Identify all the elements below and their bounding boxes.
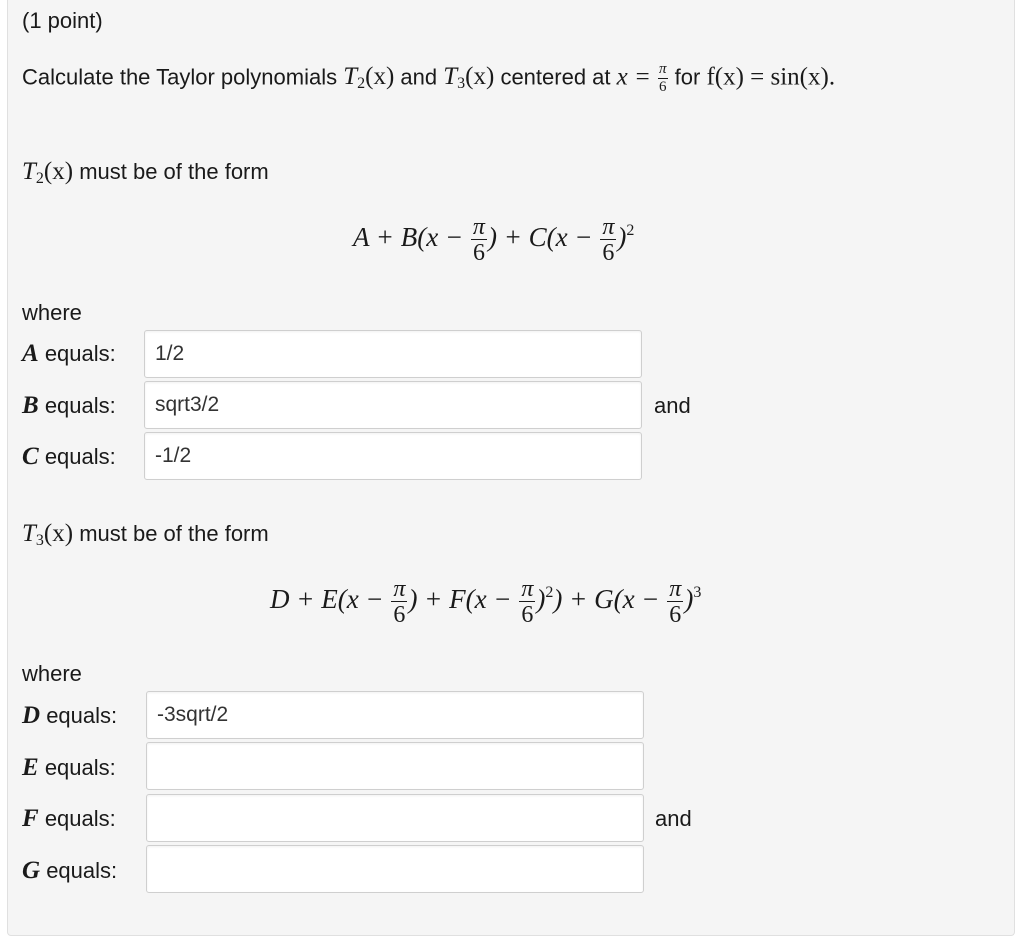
t2-heading-symbol: $T_2(x)$ [22,158,74,187]
t2-and-label: and [654,393,691,418]
field-c-input[interactable] [144,432,642,480]
field-a-input[interactable] [144,330,642,378]
field-g-label: G equals: [22,857,118,884]
t2-form-heading [22,158,269,186]
problem-panel [7,0,1015,936]
t3-symbol: $T_3(x)$ [443,63,495,93]
field-a-label: A equals: [22,340,116,367]
field-b-input[interactable] [144,381,642,429]
intro-and: and [400,64,438,90]
t2-form-text: must be of the form [79,159,269,184]
pi-over-six: $\frac{\pi}{6}$ [602,214,615,266]
field-e-label: E equals: [22,754,116,781]
problem-statement [22,62,835,95]
t3-form-text: must be of the form [79,521,269,546]
field-d-input[interactable] [146,691,644,739]
field-b-label: B equals: [22,392,116,419]
pi-over-six: $\frac{\pi}{6}$ [472,214,485,266]
t3-heading-symbol: $T_3(x)$ [22,520,74,549]
field-f-label: F equals: [22,805,116,832]
intro-for: for [674,64,701,90]
x-equals: x = [616,63,651,91]
field-c-label: C equals: [22,443,116,470]
intro-centered: centered at [500,64,611,90]
pi-over-six: $\frac{\pi}{6}$ [393,576,406,628]
field-f-input[interactable] [146,794,644,842]
t2-symbol: $T_2(x)$ [343,63,395,93]
t2-where: where [22,300,82,325]
pi-over-six: $\frac{\pi}{6}$ [669,576,682,628]
t3-formula: D + E(x − $\frac{\pi}{6}$ ) + F(x − $\frac{\pi}{6}$ )$^2$) + G(x − $\frac{\pi}{6}$ )$^3$ [270,576,702,628]
pi-over-six: $\frac{\pi}{6}$ [658,61,667,95]
field-g-input[interactable] [146,845,644,893]
t3-and-label: and [655,806,692,831]
points-label: (1 point) [22,8,103,33]
intro-prefix: Calculate the Taylor polynomials [22,64,338,90]
field-d-label: D equals: [22,702,118,729]
t3-where: where [22,661,82,686]
field-e-input[interactable] [146,742,644,790]
t3-form-heading [22,520,269,548]
function-def: f(x) = sin(x). [706,63,836,91]
pi-over-six: $\frac{\pi}{6}$ [521,576,534,628]
t2-formula: A + B(x − $\frac{\pi}{6}$ ) + C(x − $\frac{\pi}{6}$ )$^2$ [353,214,635,266]
